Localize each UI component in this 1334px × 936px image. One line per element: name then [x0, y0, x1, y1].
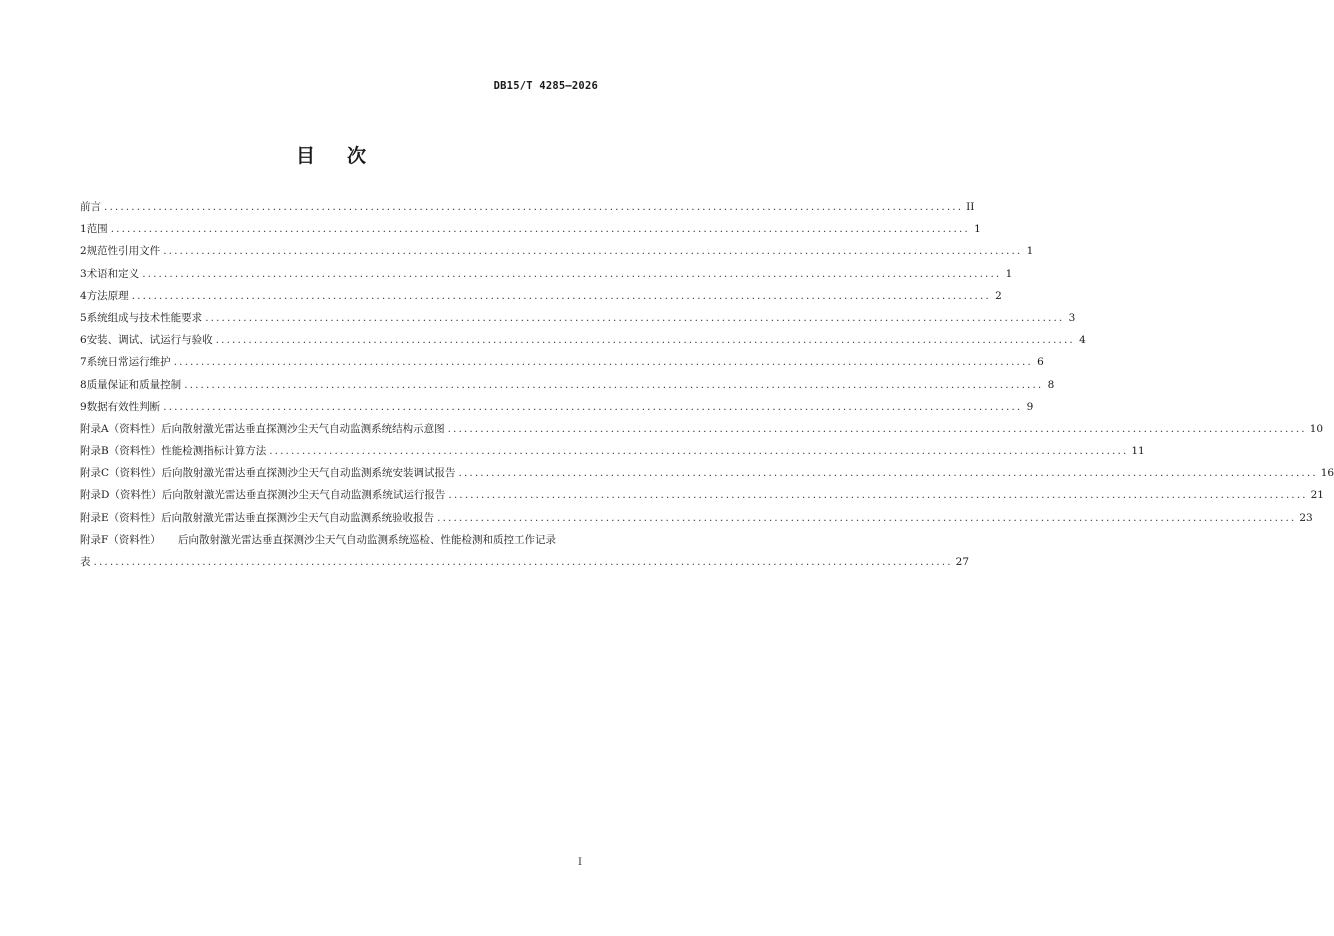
toc-entry-page: 6 [1037, 356, 1044, 369]
toc-entry-label: 系统日常运行维护 [86, 356, 171, 369]
toc-leader-dots: .............................................................................................................................................................. [173, 356, 1033, 369]
toc-entry-9[interactable] [80, 399, 1034, 421]
toc-leader-dots: .............................................................................................................................................................. [110, 223, 970, 236]
toc-appendix-title: 后向散射激光雷达垂直探测沙尘天气自动监测系统安装调试报告 [161, 467, 456, 480]
toc-leader-dots: .............................................................................................................................................................. [448, 489, 1308, 502]
footer-page-number: I [578, 857, 582, 868]
toc-entry-label: 安装、调试、试运行与验收 [86, 334, 213, 347]
toc-appendix-f-continued[interactable] [80, 554, 970, 576]
page-title [0, 141, 662, 168]
toc-entry-number: 2 [80, 245, 87, 258]
toc-entry-label: 系统组成与技术性能要求 [86, 311, 203, 324]
toc-entry-page: 9 [1026, 400, 1034, 413]
toc-entry-3[interactable] [80, 266, 1013, 288]
toc-leader-dots: .............................................................................................................................................................. [458, 467, 1318, 480]
toc-entry-label: 规范性引用文件 [86, 245, 161, 258]
toc-entry-page: 16 [1320, 467, 1334, 480]
toc-entry-page: 1 [1026, 245, 1034, 258]
toc-entry-label: 质量保证和质量控制 [86, 378, 182, 391]
toc-appendix-title: 后向散射激光雷达垂直探测沙尘天气自动监测系统巡检、性能检测和质控工作记录 [178, 533, 556, 546]
document-code: DB15/T 4285—2026 [493, 80, 598, 92]
toc-entry-page: 10 [1309, 422, 1324, 435]
toc-leader-dots: .............................................................................................................................................................. [184, 378, 1044, 391]
toc-entry-6[interactable] [80, 332, 1086, 354]
toc-entry-page: 21 [1310, 489, 1324, 502]
toc-entry-page: 1 [974, 223, 981, 236]
toc-entry-2[interactable] [80, 243, 1034, 265]
toc-entry-7[interactable] [80, 354, 1044, 376]
toc-appendix-label: 附录E（资料性） [80, 511, 162, 524]
toc-appendix-d[interactable] [80, 487, 1324, 509]
page-title-char-1: 目 [295, 145, 315, 167]
toc-appendix-title: 后向散射激光雷达垂直探测沙尘天气自动监测系统验收报告 [161, 511, 435, 524]
toc-entry-number: 5 [80, 311, 87, 324]
toc-entry-page: 2 [995, 289, 1002, 302]
toc-entry-number: 3 [80, 267, 87, 280]
toc-entry-label: 方法原理 [86, 289, 129, 302]
toc-entry-page: 8 [1047, 378, 1055, 391]
toc-entry-label: 范围 [86, 223, 108, 236]
toc-leader-dots: .............................................................................................................................................................. [93, 556, 953, 568]
toc-appendix-c[interactable] [80, 465, 1334, 487]
toc-leader-dots: .............................................................................................................................................................. [131, 289, 991, 302]
toc-entry-page: 1 [1005, 267, 1013, 280]
toc-entry-label: 术语和定义 [86, 267, 140, 280]
toc-entry-number: 4 [80, 289, 87, 302]
toc-appendix-label: 附录F（资料性） [80, 533, 161, 546]
toc-appendix-e[interactable] [80, 510, 1313, 532]
toc-entry-1[interactable] [80, 221, 981, 243]
toc-entry-5[interactable] [80, 310, 1076, 332]
toc-entry-page: 11 [1131, 445, 1145, 458]
toc-entry-number: 8 [80, 378, 87, 391]
toc-appendix-title: 性能检测指标计算方法 [161, 445, 267, 458]
toc-appendix-title-continued: 表 [80, 556, 91, 568]
toc-leader-dots: .............................................................................................................................................................. [215, 334, 1075, 347]
toc-leader-dots: .............................................................................................................................................................. [205, 311, 1065, 324]
table-of-contents [80, 199, 1334, 576]
toc-entry-page: 4 [1079, 334, 1086, 347]
toc-entry-number: 7 [80, 356, 87, 369]
toc-entry-page: 27 [955, 556, 970, 568]
toc-leader-dots: .............................................................................................................................................................. [142, 267, 1002, 280]
toc-leader-dots: .............................................................................................................................................................. [163, 400, 1023, 413]
toc-entry-label: 前言 [80, 201, 101, 213]
page-title-char-2: 次 [347, 145, 367, 167]
toc-entry-number: 1 [80, 223, 87, 236]
toc-entry-page: 3 [1068, 311, 1076, 324]
toc-appendix-label: 附录B（资料性） [80, 445, 162, 458]
toc-entry-number: 9 [80, 400, 87, 413]
toc-entry-page: 23 [1299, 511, 1313, 524]
toc-appendix-label: 附录A（资料性） [80, 422, 162, 435]
toc-entry-foreword[interactable] [80, 199, 975, 221]
toc-entry-label: 数据有效性判断 [86, 400, 161, 413]
toc-entry-8[interactable] [80, 377, 1055, 399]
toc-appendix-f[interactable] [80, 532, 598, 554]
toc-appendix-label: 附录D（资料性） [80, 489, 162, 502]
toc-entry-page: II [966, 201, 975, 213]
toc-entry-4[interactable] [80, 288, 1002, 310]
toc-leader-dots: .............................................................................................................................................................. [447, 422, 1307, 435]
toc-leader-dots: .............................................................................................................................................................. [269, 445, 1129, 458]
toc-appendix-label: 附录C（资料性） [80, 467, 162, 480]
toc-entry-number: 6 [80, 334, 87, 347]
toc-appendix-title: 后向散射激光雷达垂直探测沙尘天气自动监测系统结构示意图 [161, 422, 445, 435]
toc-leader-dots: .............................................................................................................................................................. [163, 245, 1023, 258]
toc-appendix-a[interactable] [80, 421, 1324, 443]
toc-appendix-title: 后向散射激光雷达垂直探测沙尘天气自动监测系统试运行报告 [161, 489, 446, 502]
toc-leader-dots: .............................................................................................................................................................. [104, 201, 964, 213]
toc-appendix-b[interactable] [80, 443, 1145, 465]
toc-leader-dots: .............................................................................................................................................................. [437, 511, 1297, 524]
